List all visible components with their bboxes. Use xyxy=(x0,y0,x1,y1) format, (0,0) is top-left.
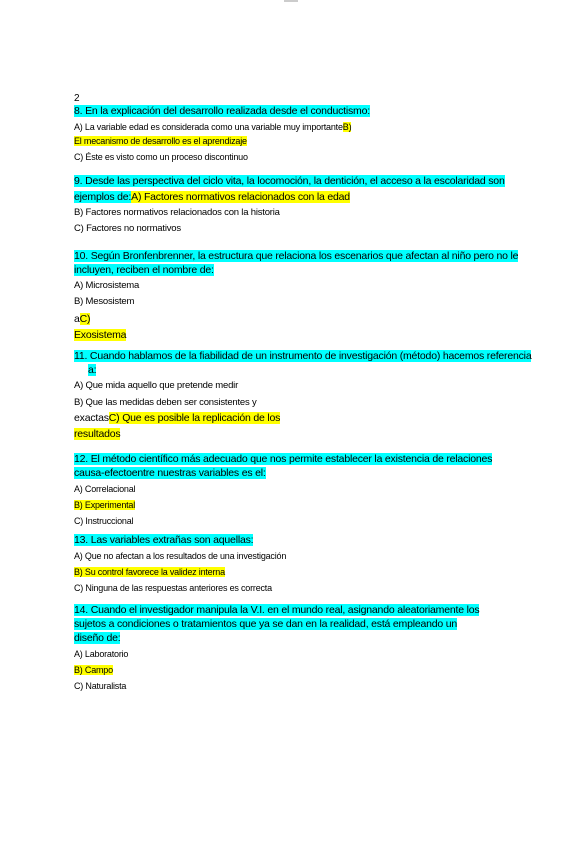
question-14-text-line2: sujetos a condiciones o tratamientos que ya se dan en la realidad, está empleando un xyxy=(74,618,458,630)
option-c: C) Ninguna de las respuestas anteriores es correcta xyxy=(74,583,272,593)
option-b-cont: exactas xyxy=(74,412,109,424)
option-c: C) Que es posible la replicación de los xyxy=(108,412,281,424)
option-b-marker: B) xyxy=(342,122,352,132)
question-14-text-line3: diseño de: xyxy=(74,632,121,644)
question-12-text-line1: 12. El método científico más adecuado que nos permite establecer la existencia de relaciones xyxy=(74,453,493,465)
question-14-text-line1: 14. Cuando el investigador manipula la V.I. en el mundo real, asignando aleatoriamente los xyxy=(74,604,480,616)
option-b: El mecanismo de desarrollo es el aprendizaje xyxy=(74,136,247,146)
option-a: A) Que mida aquello que pretende medir xyxy=(74,380,239,391)
option-b: B) Mesosistem xyxy=(74,296,135,307)
header-mark xyxy=(284,0,298,2)
question-9-text-line2: ejemplos de: xyxy=(74,191,132,203)
option-c-prefix: a xyxy=(74,313,80,325)
option-c: C) Instruccional xyxy=(74,516,134,526)
question-8 xyxy=(74,104,562,164)
option-a: A) Laboratorio xyxy=(74,649,129,659)
question-11-text-line2: a: xyxy=(88,364,97,376)
question-12-text-line2: causa-efectoentre nuestras variables es el: xyxy=(74,467,266,479)
option-a: A) Que no afectan a los resultados de una investigación xyxy=(74,551,287,561)
option-c: C) Naturalista xyxy=(74,681,127,691)
option-b: B) Que las medidas deben ser consistentes y xyxy=(74,397,257,408)
question-11-text-line1: 11. Cuando hablamos de la fiabilidad de un instrumento de investigación (método) hacemos referencia xyxy=(74,350,532,362)
question-13-text: 13. Las variables extrañas son aquellas: xyxy=(74,534,254,546)
question-11 xyxy=(74,349,562,441)
question-10-text-line2: incluyen, reciben el nombre de: xyxy=(74,264,214,276)
option-b: B) Experimental xyxy=(74,500,136,510)
option-c-marker: C) xyxy=(79,313,91,325)
option-b: B) Campo xyxy=(74,665,113,675)
question-9 xyxy=(74,174,562,236)
option-a: A) Correlacional xyxy=(74,484,136,494)
question-13 xyxy=(74,533,562,595)
question-14 xyxy=(74,603,562,693)
option-c: C) Éste es visto como un proceso discontinuo xyxy=(74,152,248,162)
option-a: A) Microsistema xyxy=(74,280,140,291)
option-b: B) Su control favorece la validez interna xyxy=(74,567,225,577)
page-number: 2 xyxy=(74,93,80,104)
option-a: A) La variable edad es considerada como una variable muy importante xyxy=(74,122,343,132)
option-b: B) Factores normativos relacionados con la historia xyxy=(74,207,280,218)
option-a: A) Factores normativos relacionados con la edad xyxy=(131,191,350,203)
option-c: Exosistema xyxy=(74,329,127,341)
question-10-text-line1: 10. Según Bronfenbrenner, la estructura que relaciona los escenarios que afectan al niño pero no le xyxy=(74,250,519,262)
option-c: C) Factores no normativos xyxy=(74,223,181,234)
question-10 xyxy=(74,249,562,342)
question-12 xyxy=(74,452,562,528)
option-c-cont: resultados xyxy=(74,428,121,440)
question-9-text-line1: 9. Desde las perspectiva del ciclo vita, la locomoción, la dentición, el acceso a la escolaridad son xyxy=(74,175,505,187)
question-8-text: 8. En la explicación del desarrollo realizada desde el conductismo: xyxy=(74,105,370,117)
